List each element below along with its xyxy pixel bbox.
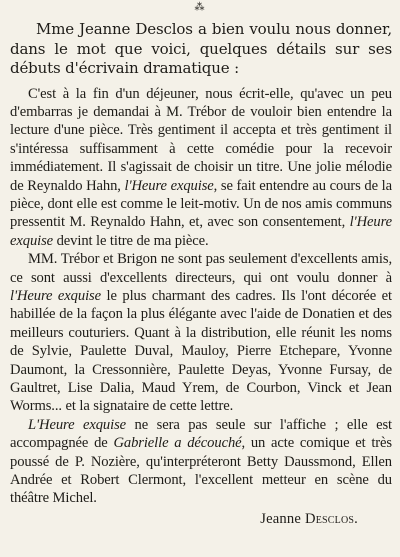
- signature-period: .: [354, 510, 358, 527]
- article-column: [10, 20, 392, 528]
- asterism-separator: ⁂: [194, 2, 206, 13]
- signature-first-name: Jeanne: [260, 510, 305, 527]
- letter-paragraph-3: [10, 416, 392, 508]
- letter-paragraph-1: [10, 85, 392, 251]
- text-span: , un acte comique et très poussé de P. Nozière, qu'interpréteront Betty Daussmond, Ellen Andrée et Robert Clermont, l'excellent metteur en scène du théâtre Michel.: [10, 435, 393, 507]
- title-gabrielle-a-decouche: Gabrielle a découché: [113, 435, 242, 452]
- title-heure-exquise: L'Heure exquise: [28, 416, 127, 433]
- text-span: devint le titre de ma pièce.: [53, 232, 209, 249]
- title-heure-exquise: l'Heure exquise: [124, 177, 214, 194]
- letter-paragraph-2: [10, 250, 392, 416]
- signature-last-name: Desclos: [304, 510, 355, 527]
- text-span: , se fait entendre au cours de la pièce, dont elle est comme le leit-motiv. Un de nos amis communs pressentit M. Reynaldo Hahn, et, avec son consentement,: [10, 177, 393, 231]
- text-span: ne sera pas seule sur l'affiche ; elle est accompagnée de: [10, 416, 393, 452]
- text-span: le plus charmant des cadres. Ils l'ont décorée et habillée de la façon la plus élégante avec l'aide de Donatien et des meilleurs couturiers. Quant à la distribution, elle réunit les noms de Sylvie, Paulette Duval, Mauloy, Pierre Etchepare, Yvonne Daumont, la Cressonnière, Paulette Deyas, Yvonne Fursay, de Gaultret, Lise Dalia, Maud Yrem, de Courbon, Vinck et Jean Worms... et la signataire de cette lettre.: [10, 287, 392, 415]
- title-heure-exquise: l'Heure exquise: [10, 214, 392, 249]
- title-heure-exquise: l'Heure exquise: [10, 287, 101, 304]
- text-span: C'est à la fin d'un déjeuner, nous écrit-elle, qu'avec un peu d'embarras je demandai à M. Trébor de vouloir bien entendre la lecture d'une pièce. Très gentiment il accepta et très gentiment il s'intéressa suffisamment à cette comédie pour la recevoir immédiatement. Il s'agissait de choisir un titre. Une jolie mélodie de Reynaldo Hahn,: [10, 85, 392, 194]
- signature: [10, 510, 358, 528]
- text-span: MM. Trébor et Brigon ne sont pas seulement d'excellents amis, ce sont aussi d'excellents directeurs, qui ont voulu donner à: [10, 251, 392, 286]
- intro-paragraph: Mme Jeanne Desclos a bien voulu nous donner, dans le mot que voici, quelques détails sur ses débuts d'écrivain dramatique :: [10, 20, 392, 77]
